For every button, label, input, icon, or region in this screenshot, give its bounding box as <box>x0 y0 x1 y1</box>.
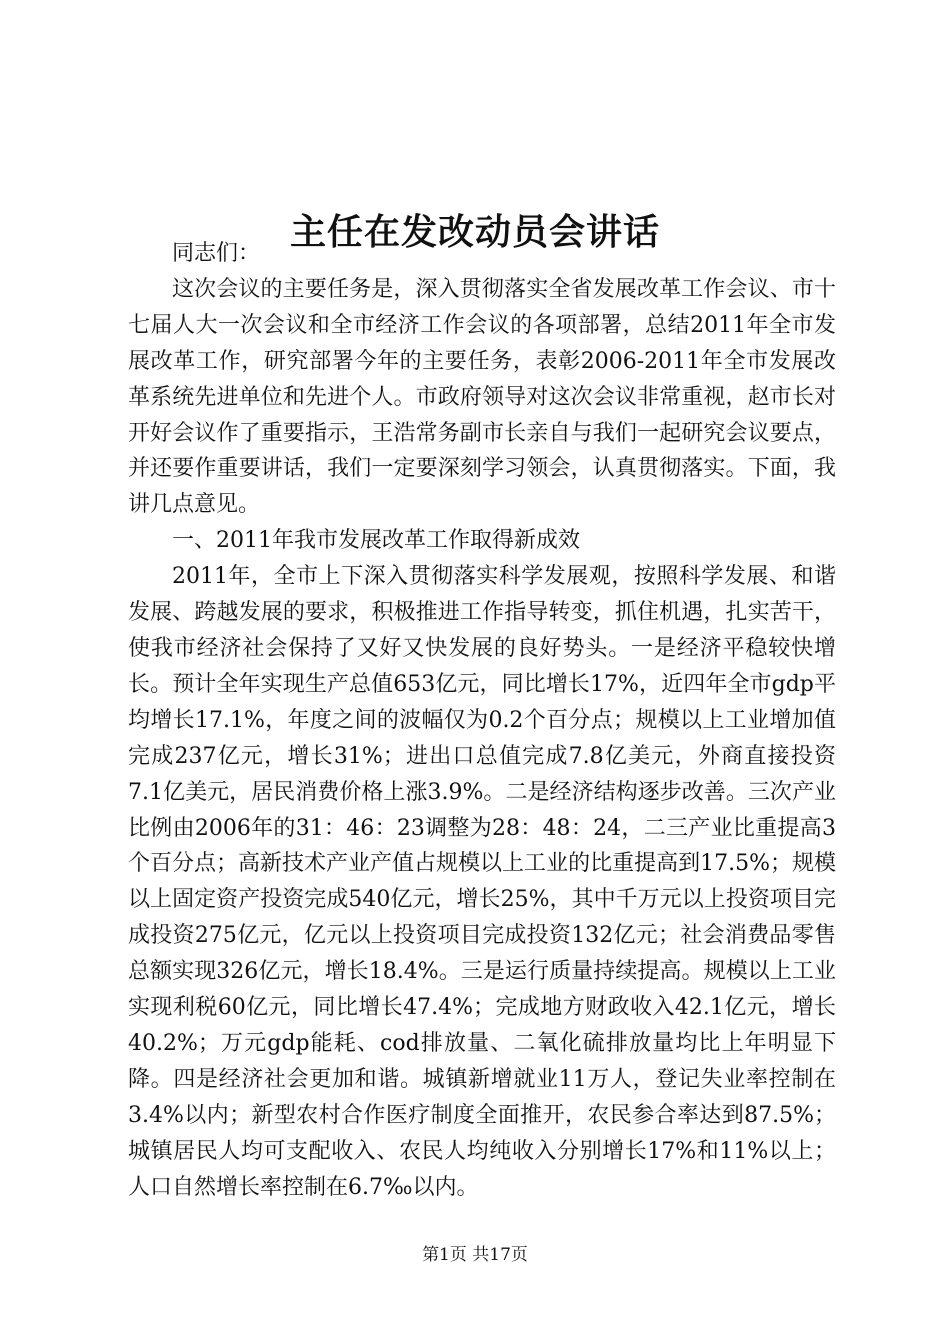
paragraph-achievements: 2011年，全市上下深入贯彻落实科学发展观，按照科学发展、和谐发展、跨越发展的要求，积极推进工作指导转变，抓住机遇，扎实苦干，使我市经济社会保持了又好又快发展的良好势头。一是经济平稳较快增长。预计全年实现生产总值653亿元，同比增长17%，近四年全市gdp平均增长17.1%，年度之间的波幅仅为0.2个百分点；规模以上工业增加值完成237亿元，增长31%；进出口总值完成7.8亿美元，外商直接投资7.1亿美元，居民消费价格上涨3.9%。二是经济结构逐步改善。三次产业比例由2006年的31：46：23调整为28：48：24，二三产业比重提高3个百分点；高新技术产业产值占规模以上工业的比重提高到17.5%；规模以上固定资产投资完成540亿元，增长25%，其中千万元以上投资项目完成投资275亿元，亿元以上投资项目完成投资132亿元；社会消费品零售总额实现326亿元，增长18.4%。三是运行质量持续提高。规模以上工业实现利税60亿元，同比增长47.4%；完成地方财政收入42.1亿元，增长40.2%；万元gdp能耗、cod排放量、二氧化硫排放量均比上年明显下降。四是经济社会更加和谐。城镇新增就业11万人，登记失业率控制在3.4%以内；新型农村合作医疗制度全面推开，农民参合率达到87.5%；城镇居民人均可支配收入、农民人均纯收入分别增长17%和11%以上；人口自然增长率控制在6.7‰以内。 <box>128 564 836 1200</box>
document-body <box>128 236 836 1205</box>
salutation: 同志们： <box>172 241 261 266</box>
page-title: 主任在发改动员会讲话 <box>289 211 660 254</box>
section-heading: 一、2011年我市发展改革工作取得新成效 <box>172 528 580 554</box>
paragraph-intro: 这次会议的主要任务是，深入贯彻落实全省发展改革工作会议、市十七届人大一次会议和全市经济工作会议的各项部署，总结2011年全市发展改革工作，研究部署今年的主要任务，表彰2006-2011年全市发展改革系统先进单位和先进个人。市政府领导对这次会议非常重视，赵市长对开好会议作了重要指示，王浩常务副市长亲自与我们一起研究会议要点，并还要作重要讲话，我们一定要深刻学习领会，认真贯彻落实。下面，我讲几点意见。 <box>128 276 836 518</box>
page-footer: 第1页 共17页 <box>422 1245 528 1265</box>
